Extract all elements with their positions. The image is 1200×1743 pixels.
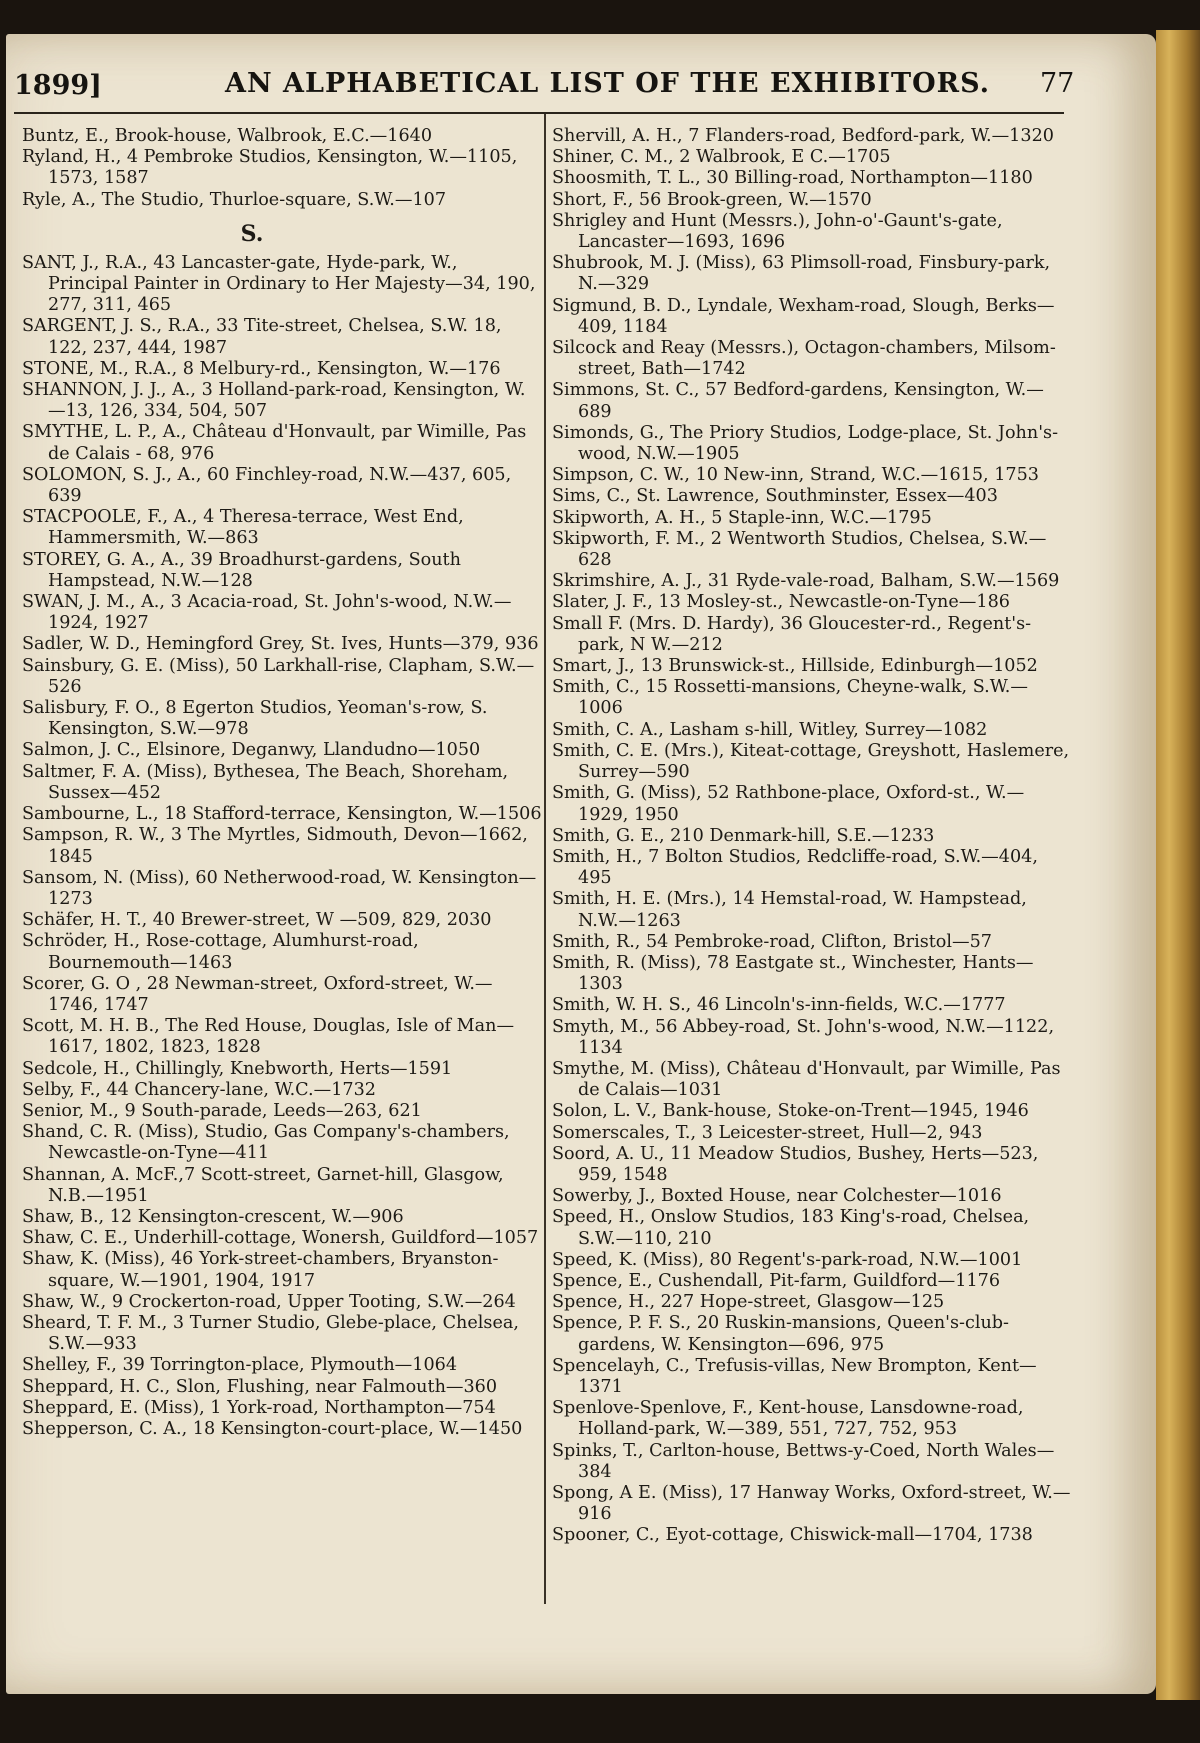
exhibitor-entry: Spong, A E. (Miss), 17 Hanway Works, Oxford-street, W.—916 <box>552 1483 1071 1525</box>
exhibitor-entry: Shrigley and Hunt (Messrs.), John-o'-Gaunt's-gate, Lancaster—1693, 1696 <box>552 210 1003 253</box>
exhibitor-entry: Speed, H., Onslow Studios, 183 King's-road, Chelsea, S.W.—110, 210 <box>552 1207 1030 1249</box>
exhibitor-entry: Speed, K. (Miss), 80 Regent's-park-road, N.W.—1001 <box>552 1249 1023 1270</box>
right-column <box>552 126 1072 1547</box>
book-spine-edge <box>1156 30 1200 1700</box>
page-number: 77 <box>1040 68 1075 99</box>
exhibitor-entry: Somerscales, T., 3 Leicester-street, Hull—2, 943 <box>552 1122 983 1143</box>
exhibitor-entry: Shand, C. R. (Miss), Studio, Gas Company's-chambers, Newcastle-on-Tyne—411 <box>22 1122 510 1164</box>
exhibitor-entry: STOREY, G. A., A., 39 Broadhurst-gardens, South Hampstead, N.W.—128 <box>22 549 461 591</box>
exhibitor-entry: Spinks, T., Carlton-house, Bettws-y-Coed, North Wales—384 <box>552 1440 1055 1482</box>
exhibitor-entry: Sheppard, H. C., Slon, Flushing, near Falmouth—360 <box>22 1376 498 1397</box>
exhibitor-entry: Salisbury, F. O., 8 Egerton Studios, Yeoman's-row, S. Kensington, S.W.—978 <box>22 698 488 740</box>
exhibitor-entry: Saltmer, F. A. (Miss), Bythesea, The Beach, Shoreham, Sussex—452 <box>22 761 509 803</box>
exhibitor-entry: Buntz, E., Brook-house, Walbrook, E.C.—1640 <box>22 126 433 146</box>
exhibitor-entry: Shoosmith, T. L., 30 Billing-road, Northampton—1180 <box>552 168 1033 189</box>
header-title: AN ALPHABETICAL LIST OF THE EXHIBITORS. <box>225 68 991 99</box>
exhibitor-entry: Sheard, T. F. M., 3 Turner Studio, Glebe-place, Chelsea, S.W.—933 <box>22 1312 519 1355</box>
exhibitor-entry: Ryland, H., 4 Pembroke Studios, Kensington, W.—1105, 1573, 1587 <box>22 147 518 189</box>
exhibitor-entry: Spence, P. F. S., 20 Ruskin-mansions, Queen's-club-gardens, W. Kensington—696, 975 <box>552 1313 1010 1355</box>
exhibitor-entry: Sims, C., St. Lawrence, Southminster, Essex—403 <box>552 486 998 507</box>
exhibitor-entry: Smyth, M., 56 Abbey-road, St. John's-wood, N.W.—1122, 1134 <box>552 1016 1055 1058</box>
exhibitor-entry: SANT, J., R.A., 43 Lancaster-gate, Hyde-park, W., Principal Painter in Ordinary to Her Majesty—34, 190, 277, 311, 465 <box>22 252 536 316</box>
exhibitor-entry: Silcock and Reay (Messrs.), Octagon-chambers, Milsom-street, Bath—1742 <box>552 338 1056 380</box>
exhibitor-entry: SHANNON, J. J., A., 3 Holland-park-road, Kensington, W.—13, 126, 334, 504, 507 <box>22 380 526 422</box>
exhibitor-entry: SOLOMON, S. J., A., 60 Finchley-road, N.W.—437, 605, 639 <box>22 464 512 507</box>
exhibitor-entry: Solon, L. V., Bank-house, Stoke-on-Trent—1945, 1946 <box>552 1101 1029 1122</box>
column-divider <box>544 114 546 1604</box>
exhibitor-entry: Senior, M., 9 South-parade, Leeds—263, 621 <box>22 1100 422 1121</box>
exhibitor-entry: Shannan, A. McF.,7 Scott-street, Garnet-hill, Glasgow, N.B.—1951 <box>22 1164 504 1206</box>
exhibitor-entry: Skipworth, F. M., 2 Wentworth Studios, Chelsea, S.W.—628 <box>552 528 1047 571</box>
exhibitor-entry: Smith, H. E. (Mrs.), 14 Hemstal-road, W. Hampstead, N.W.—1263 <box>552 889 1027 931</box>
exhibitor-entry: Smith, R. (Miss), 78 Eastgate st., Winchester, Hants—1303 <box>552 952 1034 995</box>
exhibitor-entry: STACPOOLE, F., A., 4 Theresa-terrace, West End, Hammersmith, W.—863 <box>22 507 464 549</box>
exhibitor-entry: Smart, J., 13 Brunswick-st., Hillside, Edinburgh—1052 <box>552 656 1038 677</box>
left-section-entries <box>22 253 542 1440</box>
exhibitor-entry: Sambourne, L., 18 Stafford-terrace, Kensington, W.—1506 <box>22 804 542 825</box>
exhibitor-entry: Spencelayh, C., Trefusis-villas, New Brompton, Kent—1371 <box>552 1355 1037 1397</box>
exhibitor-entry: Slater, J. F., 13 Mosley-st., Newcastle-on-Tyne—186 <box>552 592 1010 613</box>
exhibitor-entry: Simonds, G., The Priory Studios, Lodge-place, St. John's-wood, N.W.—1905 <box>552 422 1059 465</box>
exhibitor-entry: Schäfer, H. T., 40 Brewer-street, W —509, 829, 2030 <box>22 910 492 931</box>
exhibitor-entry: Shaw, K. (Miss), 46 York-street-chambers, Bryanston-square, W.—1901, 1904, 1917 <box>22 1249 499 1291</box>
header-rule <box>14 112 1064 114</box>
exhibitor-entry: Sowerby, J., Boxted House, near Colchester—1016 <box>552 1186 1002 1207</box>
exhibitor-entry: Shaw, W., 9 Crockerton-road, Upper Tooting, S.W.—264 <box>22 1291 516 1312</box>
exhibitor-entry: Smith, G. (Miss), 52 Rathbone-place, Oxford-st., W.—1929, 1950 <box>552 783 1025 825</box>
left-column <box>22 126 542 1440</box>
exhibitor-entry: Skipworth, A. H., 5 Staple-inn, W.C.—1795 <box>552 507 932 528</box>
section-heading: S. <box>240 220 264 247</box>
exhibitor-entry: Short, F., 56 Brook-green, W.—1570 <box>552 189 872 210</box>
exhibitor-entry: Smith, H., 7 Bolton Studios, Redcliffe-road, S.W.—404, 495 <box>552 846 1038 889</box>
exhibitor-entry: Spence, E., Cushendall, Pit-farm, Guildford—1176 <box>552 1270 1001 1291</box>
exhibitor-entry: Simmons, St. C., 57 Bedford-gardens, Kensington, W.—689 <box>552 380 1044 422</box>
exhibitor-entry: Selby, F., 44 Chancery-lane, W.C.—1732 <box>22 1079 376 1100</box>
exhibitor-entry: Simpson, C. W., 10 New-inn, Strand, W.C.—1615, 1753 <box>552 465 1039 486</box>
left-pre-section-entries <box>22 126 542 211</box>
exhibitor-entry: Sadler, W. D., Hemingford Grey, St. Ives, Hunts—379, 936 <box>22 634 539 655</box>
exhibitor-entry: Sainsbury, G. E. (Miss), 50 Larkhall-rise, Clapham, S.W.—526 <box>22 655 535 697</box>
exhibitor-entry: Shaw, C. E., Underhill-cottage, Wonersh, Guildford—1057 <box>22 1228 539 1249</box>
exhibitor-entry: SMYTHE, L. P., A., Château d'Honvault, par Wimille, Pas de Calais - 68, 976 <box>22 422 527 464</box>
right-column-entries <box>552 126 1072 1547</box>
exhibitor-entry: Small F. (Mrs. D. Hardy), 36 Gloucester-rd., Regent's-park, N W.—212 <box>552 613 1032 655</box>
exhibitor-entry: Shepperson, C. A., 18 Kensington-court-place, W.—1450 <box>22 1418 523 1439</box>
exhibitor-entry: Spenlove-Spenlove, F., Kent-house, Lansdowne-road, Holland-park, W.—389, 551, 727, 752, 953 <box>552 1398 1024 1440</box>
exhibitor-entry: Salmon, J. C., Elsinore, Deganwy, Llandudno—1050 <box>22 740 481 761</box>
exhibitor-entry: Spence, H., 227 Hope-street, Glasgow—125 <box>552 1292 945 1313</box>
exhibitor-entry: Spooner, C., Eyot-cottage, Chiswick-mall—1704, 1738 <box>552 1525 1033 1546</box>
exhibitor-entry: Smith, R., 54 Pembroke-road, Clifton, Bristol—57 <box>552 931 992 952</box>
exhibitor-entry: Sheppard, E. (Miss), 1 York-road, Northampton—754 <box>22 1397 496 1418</box>
exhibitor-entry: Shiner, C. M., 2 Walbrook, E C.—1705 <box>552 147 891 168</box>
exhibitor-entry: Shaw, B., 12 Kensington-crescent, W.—906 <box>22 1206 404 1227</box>
exhibitor-entry: Smith, C. E. (Mrs.), Kiteat-cottage, Greyshott, Haslemere, Surrey—590 <box>552 740 1070 783</box>
exhibitor-entry: Schröder, H., Rose-cottage, Alumhurst-road, Bournemouth—1463 <box>22 931 419 973</box>
exhibitor-entry: SARGENT, J. S., R.A., 33 Tite-street, Chelsea, S.W. 18, 122, 237, 444, 1987 <box>22 316 502 358</box>
exhibitor-entry: Smith, C. A., Lasham s-hill, Witley, Surrey—1082 <box>552 719 988 740</box>
header-year: 1899] <box>14 70 102 101</box>
exhibitor-entry: STONE, M., R.A., 8 Melbury-rd., Kensington, W.—176 <box>22 358 501 379</box>
exhibitor-entry: Scorer, G. O , 28 Newman-street, Oxford-street, W.—1746, 1747 <box>22 973 493 1015</box>
exhibitor-entry: Smith, G. E., 210 Denmark-hill, S.E.—1233 <box>552 825 935 846</box>
exhibitor-entry: Skrimshire, A. J., 31 Ryde-vale-road, Balham, S.W.—1569 <box>552 571 1060 592</box>
exhibitor-entry: Sedcole, H., Chillingly, Knebworth, Herts—1591 <box>22 1058 453 1079</box>
exhibitor-entry: SWAN, J. M., A., 3 Acacia-road, St. John's-wood, N.W.—1924, 1927 <box>22 592 512 634</box>
exhibitor-entry: Shelley, F., 39 Torrington-place, Plymouth—1064 <box>22 1355 458 1376</box>
exhibitor-entry: Sansom, N. (Miss), 60 Netherwood-road, W. Kensington—1273 <box>22 867 537 909</box>
exhibitor-entry: Sigmund, B. D., Lyndale, Wexham-road, Slough, Berks—409, 1184 <box>552 295 1055 337</box>
exhibitor-entry: Smythe, M. (Miss), Château d'Honvault, par Wimille, Pas de Calais—1031 <box>552 1058 1061 1101</box>
exhibitor-entry: Smith, W. H. S., 46 Lincoln's-inn-fields, W.C.—1777 <box>552 995 1006 1016</box>
exhibitor-entry: Shervill, A. H., 7 Flanders-road, Bedford-park, W.—1320 <box>552 126 1054 146</box>
exhibitor-entry: Smith, C., 15 Rossetti-mansions, Cheyne-walk, S.W.—1006 <box>552 677 1028 719</box>
running-header <box>10 68 1075 104</box>
exhibitor-entry: Ryle, A., The Studio, Thurloe-square, S.W.—107 <box>22 189 447 210</box>
exhibitor-entry: Scott, M. H. B., The Red House, Douglas, Isle of Man—1617, 1802, 1823, 1828 <box>22 1016 515 1058</box>
exhibitor-entry: Shubrook, M. J. (Miss), 63 Plimsoll-road, Finsbury-park, N.—329 <box>552 253 1051 295</box>
exhibitor-entry: Sampson, R. W., 3 The Myrtles, Sidmouth, Devon—1662, 1845 <box>22 825 528 867</box>
exhibitor-entry: Soord, A. U., 11 Meadow Studios, Bushey, Herts—523, 959, 1548 <box>552 1143 1039 1185</box>
